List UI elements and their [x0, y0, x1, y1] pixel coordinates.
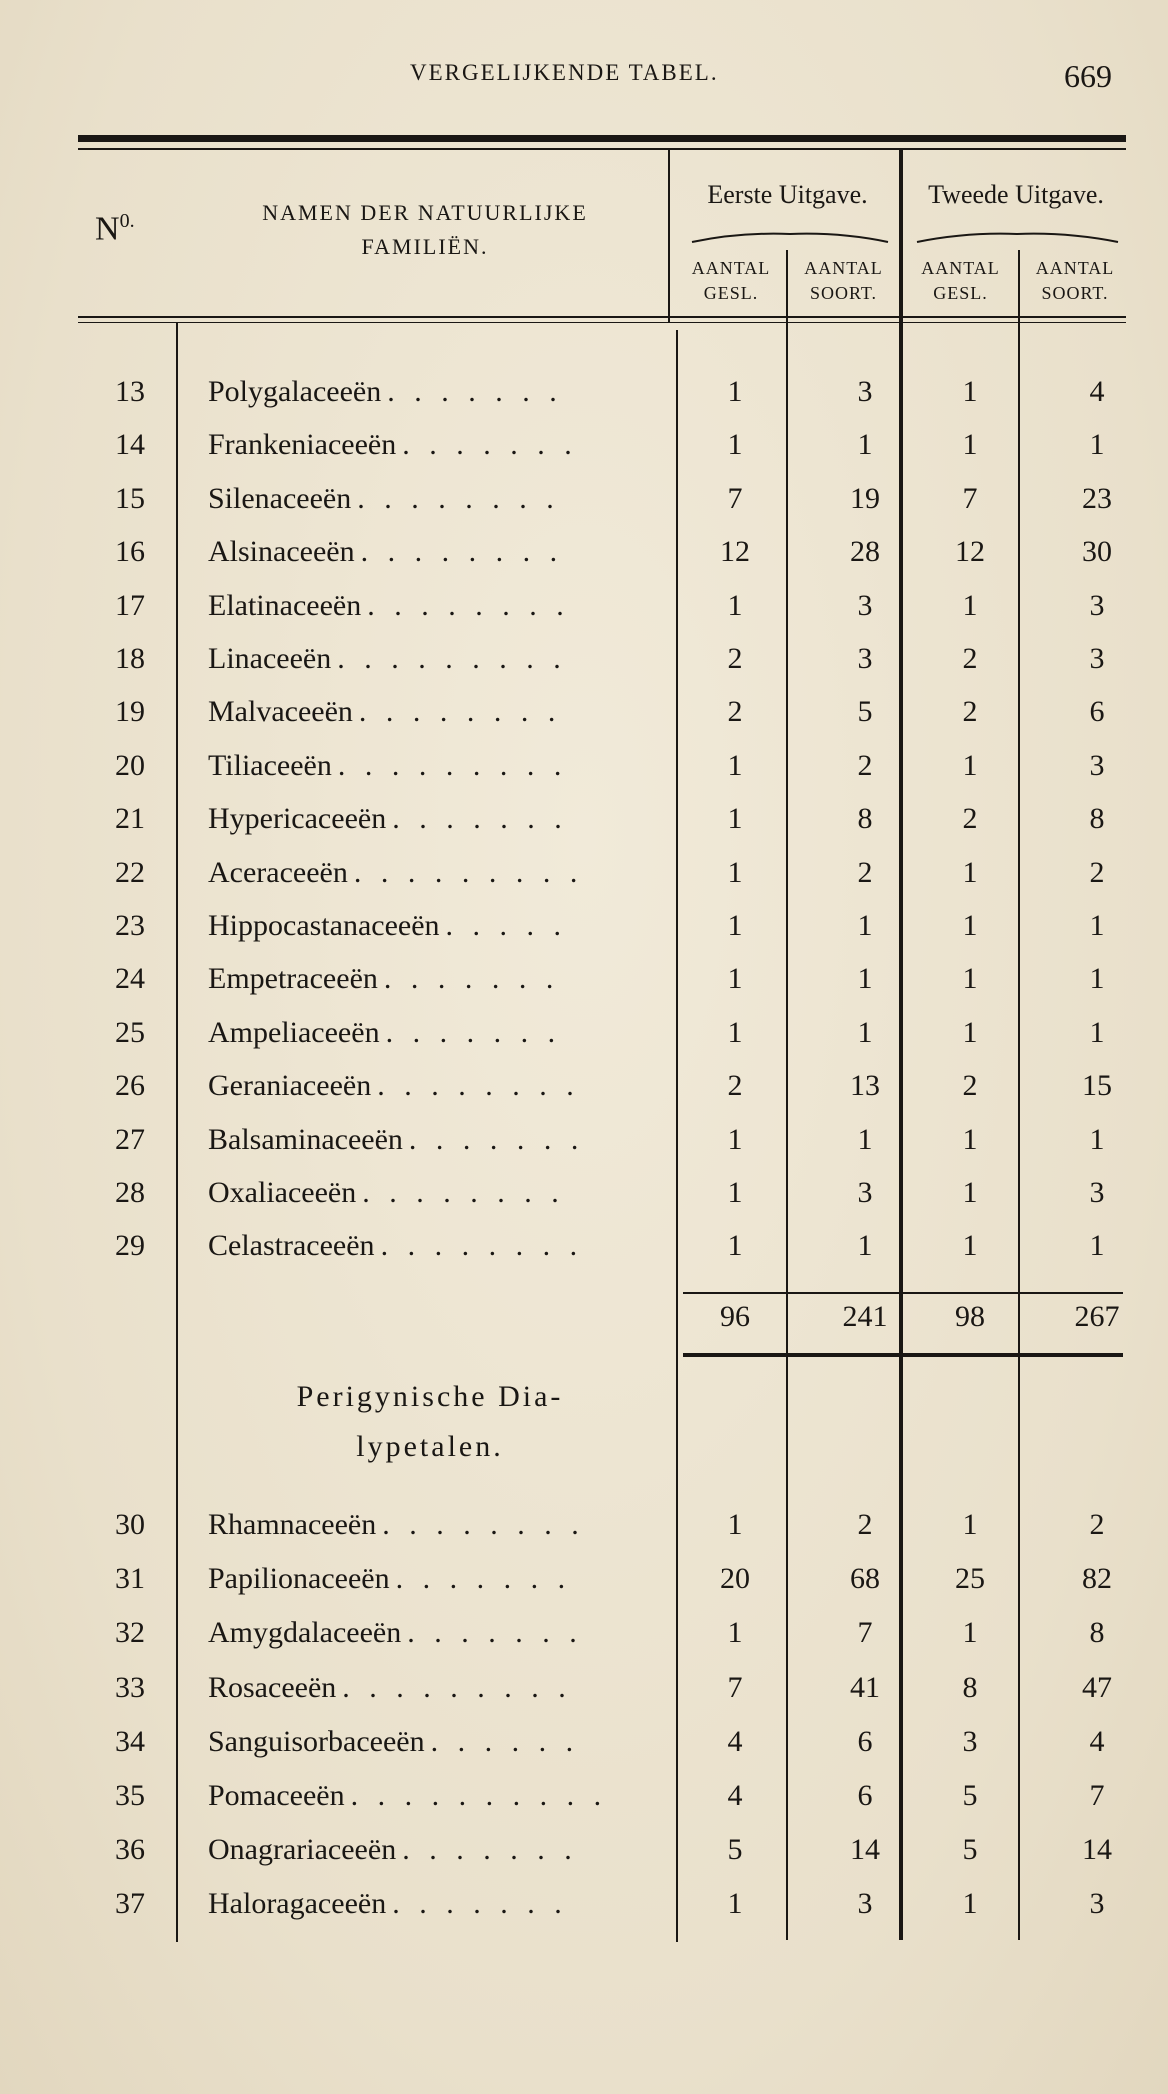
e1-soort: 41	[850, 1670, 880, 1704]
e1-soort: 1	[857, 1015, 873, 1049]
e2-gesl: 1	[962, 428, 978, 462]
row-number: 32	[115, 1616, 145, 1650]
e2-soort: 8	[1089, 802, 1105, 836]
family-name: Hypericaceeën	[208, 802, 387, 836]
family-name: Amygdalaceeën	[208, 1616, 402, 1650]
leader-dots: . . . . . . . .	[358, 695, 562, 729]
e2-gesl: 5	[962, 1779, 978, 1812]
leader-dots: . . . . . . . .	[362, 1176, 565, 1209]
family-name: Frankeniaceeën	[208, 428, 397, 462]
e1-gesl: 4	[727, 1724, 743, 1758]
e1-gesl: 20	[720, 1562, 750, 1596]
e2-soort: 7	[1089, 1779, 1105, 1812]
e1-soort: 1	[857, 1122, 873, 1156]
family-name: Rhamnaceeën	[208, 1508, 377, 1541]
e2-gesl: 25	[955, 1562, 985, 1596]
leader-dots: . . . . . . .	[387, 375, 563, 408]
e2-gesl: 8	[962, 1670, 978, 1704]
e1-gesl: 5	[727, 1833, 743, 1867]
table-row	[0, 1176, 1168, 1228]
total-e2-gesl: 98	[955, 1300, 985, 1333]
e1-soort: 2	[857, 855, 873, 889]
leader-dots: . . . . . . .	[407, 1616, 583, 1650]
row-number: 37	[115, 1887, 145, 1921]
e2-soort: 4	[1089, 1724, 1105, 1758]
row-number: 20	[115, 748, 145, 782]
e1-soort: 6	[857, 1724, 873, 1758]
e2-gesl: 2	[962, 642, 978, 675]
table-row	[0, 695, 1168, 747]
e1-gesl: 2	[727, 1069, 743, 1103]
table-top-rule	[78, 135, 1126, 142]
header-family-names: NAMEN DER NATUURLIJKE FAMILIËN.	[262, 200, 588, 259]
row-number: 18	[115, 642, 145, 675]
e2-soort: 3	[1089, 1176, 1105, 1209]
table-row	[0, 749, 1168, 801]
e2-soort: 2	[1089, 855, 1105, 889]
e1-soort: 3	[857, 642, 873, 675]
e2-gesl: 1	[962, 1508, 978, 1541]
leader-dots: . . . . . . . .	[380, 1229, 584, 1263]
e2-gesl: 5	[962, 1833, 978, 1867]
family-name: Aceraceeën	[208, 855, 348, 889]
table-row	[0, 909, 1168, 961]
e2-soort: 82	[1082, 1562, 1112, 1596]
table-row	[0, 1779, 1168, 1831]
table-row	[0, 962, 1168, 1014]
e1-gesl: 1	[727, 855, 743, 889]
table-row	[0, 1123, 1168, 1175]
family-name: Celastraceeën	[208, 1229, 375, 1263]
e2-soort: 3	[1089, 1887, 1105, 1921]
leader-dots: . . . . . . . . .	[337, 642, 567, 675]
e2-soort: 6	[1089, 695, 1105, 729]
family-name: Alsinaceeën	[208, 535, 355, 569]
e1-soort: 2	[857, 1508, 873, 1541]
leader-dots: . . . . . .	[430, 1724, 580, 1758]
e1-gesl: 12	[720, 535, 750, 569]
row-number: 16	[115, 535, 145, 569]
family-name: Sanguisorbaceeën	[208, 1724, 425, 1758]
e1-gesl: 1	[727, 1616, 743, 1650]
e2-soort: 1	[1089, 428, 1105, 462]
row-number: 21	[115, 802, 145, 836]
total-e1-soort: 241	[842, 1300, 888, 1333]
brace-first-edition	[690, 230, 890, 244]
family-name: Empetraceeën	[208, 962, 378, 996]
leader-dots: . . . . . . . . .	[342, 1670, 572, 1704]
e2-gesl: 2	[962, 695, 978, 729]
table-row	[0, 1508, 1168, 1560]
row-number: 19	[115, 695, 145, 729]
row-number: 22	[115, 855, 145, 889]
e1-soort: 6	[857, 1779, 873, 1812]
e2-gesl: 1	[962, 1616, 978, 1650]
table-row	[0, 1671, 1168, 1723]
e2-gesl: 1	[962, 1176, 978, 1209]
e1-soort: 3	[857, 375, 873, 408]
table-row	[0, 589, 1168, 641]
e1-soort: 1	[857, 909, 873, 942]
row-number: 34	[115, 1724, 145, 1758]
e2-gesl: 1	[962, 909, 978, 942]
e1-soort: 1	[857, 962, 873, 996]
brace-second-edition	[915, 230, 1120, 244]
family-name: Linaceeën	[208, 642, 332, 675]
e2-gesl: 3	[962, 1724, 978, 1758]
e1-gesl: 1	[727, 1508, 743, 1541]
e2-soort: 4	[1089, 375, 1105, 408]
e1-soort: 1	[857, 1229, 873, 1263]
e1-soort: 7	[857, 1616, 873, 1650]
leader-dots: . . . . . . .	[385, 1015, 562, 1049]
family-name: Papilionaceeën	[208, 1562, 390, 1596]
e2-gesl: 1	[962, 375, 978, 408]
family-name: Ampeliaceeën	[208, 1015, 380, 1049]
e1-soort: 8	[857, 802, 873, 836]
e1-soort: 2	[857, 748, 873, 782]
family-name: Hippocastanaceeën	[208, 909, 440, 942]
leader-dots: . . . . . . .	[392, 802, 568, 836]
table-row	[0, 802, 1168, 854]
table-top-rule-thin	[78, 148, 1126, 150]
page-number: 669	[1064, 58, 1112, 94]
leader-dots: . . . . . . . .	[360, 535, 564, 569]
e1-soort: 3	[857, 1176, 873, 1209]
table-row	[0, 1562, 1168, 1614]
table-row	[0, 1725, 1168, 1777]
leader-dots: . . . . . . .	[392, 1887, 568, 1921]
section-heading: Perigynische Dia- lypetalen.	[296, 1380, 564, 1463]
header-first-edition: Eerste Uitgave.	[707, 180, 868, 209]
header-bottom-rule	[78, 316, 1126, 318]
family-name: Onagrariaceeën	[208, 1833, 397, 1867]
total-e2-soort: 267	[1074, 1300, 1120, 1333]
leader-dots: . . . . . . . .	[382, 1508, 585, 1541]
e2-soort: 30	[1082, 535, 1112, 569]
header-e2-gesl: AANTAL GESL.	[921, 258, 1000, 303]
family-name: Oxaliaceeën	[208, 1176, 357, 1209]
totals-double-rule	[683, 1353, 1123, 1357]
family-name: Pomaceeën	[208, 1779, 345, 1812]
header-e1-gesl: AANTAL GESL.	[691, 258, 771, 303]
table-row	[0, 1887, 1168, 1939]
family-name: Polygalaceeën	[208, 375, 382, 408]
e2-gesl: 12	[955, 535, 985, 569]
e1-soort: 19	[850, 481, 880, 515]
e1-soort: 3	[857, 588, 873, 622]
header-e1-soort: AANTAL SOORT.	[804, 258, 883, 303]
family-name: Silenaceeën	[208, 481, 352, 515]
e2-soort: 2	[1089, 1508, 1105, 1541]
row-number: 33	[115, 1670, 145, 1704]
e1-gesl: 1	[727, 1176, 743, 1209]
row-number: 14	[115, 428, 145, 462]
table-row	[0, 1833, 1168, 1885]
table-row	[0, 482, 1168, 534]
e1-soort: 68	[850, 1562, 880, 1596]
leader-dots: . . . . . . . .	[377, 1069, 580, 1103]
e2-soort: 1	[1089, 1122, 1105, 1156]
e1-gesl: 1	[727, 962, 743, 996]
e2-soort: 3	[1089, 588, 1105, 622]
e2-gesl: 2	[962, 1069, 978, 1103]
e1-soort: 1	[857, 428, 873, 462]
family-name: Balsaminaceeën	[208, 1122, 403, 1156]
total-e1-gesl: 96	[720, 1300, 750, 1333]
family-name: Haloragaceeën	[208, 1887, 387, 1921]
e1-gesl: 2	[727, 642, 743, 675]
e1-gesl: 1	[727, 909, 743, 942]
e1-soort: 3	[857, 1887, 873, 1921]
leader-dots: . . . . . . . .	[367, 588, 570, 622]
e1-soort: 28	[850, 535, 880, 569]
e2-gesl: 1	[962, 962, 978, 996]
e1-gesl: 1	[727, 375, 743, 408]
column-divider-names-header	[668, 150, 670, 322]
e1-soort: 14	[850, 1833, 880, 1867]
row-number: 31	[115, 1562, 145, 1596]
leader-dots: . . . . . . . . .	[353, 855, 584, 889]
leader-dots: . . . . . . .	[383, 962, 560, 996]
e1-soort: 5	[857, 695, 873, 729]
e2-soort: 1	[1089, 909, 1105, 942]
leader-dots: . . . . . . .	[408, 1122, 585, 1156]
e2-soort: 47	[1082, 1670, 1112, 1704]
header-e2-soort: AANTAL SOORT.	[1035, 258, 1115, 303]
family-name: Elatinaceeën	[208, 588, 362, 622]
e1-soort: 13	[850, 1069, 880, 1103]
row-number: 27	[115, 1122, 145, 1156]
table-row	[0, 1229, 1168, 1281]
row-number: 25	[115, 1015, 145, 1049]
e1-gesl: 1	[727, 588, 743, 622]
leader-dots: . . . . . . . .	[357, 481, 560, 515]
e2-soort: 1	[1089, 1229, 1105, 1263]
e2-gesl: 1	[962, 1887, 978, 1921]
row-number: 15	[115, 481, 145, 515]
e2-soort: 23	[1082, 481, 1112, 515]
table-row	[0, 535, 1168, 587]
e2-soort: 8	[1089, 1616, 1105, 1650]
e1-gesl: 7	[727, 1670, 743, 1704]
table-row	[0, 1016, 1168, 1068]
header-second-edition: Tweede Uitgave.	[928, 180, 1104, 209]
family-name: Geraniaceeën	[208, 1069, 372, 1103]
table-row	[0, 1069, 1168, 1121]
e2-gesl: 1	[962, 748, 978, 782]
table-row	[0, 642, 1168, 694]
row-number: 35	[115, 1779, 145, 1812]
e2-gesl: 2	[962, 802, 978, 836]
e1-gesl: 1	[727, 1015, 743, 1049]
e2-soort: 15	[1082, 1069, 1112, 1103]
e2-soort: 3	[1089, 642, 1105, 675]
family-name: Rosaceeën	[208, 1670, 337, 1704]
e2-gesl: 1	[962, 855, 978, 889]
header-bottom-rule-2	[78, 322, 1126, 323]
running-head: VERGELIJKENDE TABEL.	[410, 60, 719, 85]
e2-gesl: 1	[962, 588, 978, 622]
family-name: Malvaceeën	[208, 695, 353, 729]
e1-gesl: 1	[727, 748, 743, 782]
family-name: Tiliaceeën	[208, 748, 332, 782]
e2-gesl: 1	[962, 1015, 978, 1049]
e2-soort: 1	[1089, 1015, 1105, 1049]
row-number: 29	[115, 1229, 145, 1263]
leader-dots: . . . . . . . . .	[337, 748, 568, 782]
table-row	[0, 375, 1168, 427]
e1-gesl: 2	[727, 695, 743, 729]
sum-rule	[683, 1292, 1123, 1294]
leader-dots: . . . . . . . . . .	[350, 1779, 608, 1812]
row-number: 36	[115, 1833, 145, 1867]
table-row	[0, 428, 1168, 480]
e1-gesl: 1	[727, 428, 743, 462]
e1-gesl: 1	[727, 1887, 743, 1921]
e1-gesl: 1	[727, 1229, 743, 1263]
header-number: $N^{0.}$	[95, 210, 135, 248]
e2-gesl: 7	[962, 481, 978, 515]
row-number: 13	[115, 375, 145, 408]
table-row	[0, 856, 1168, 908]
e2-soort: 3	[1089, 748, 1105, 782]
leader-dots: . . . . . . .	[402, 428, 578, 462]
e2-gesl: 1	[962, 1229, 978, 1263]
row-number: 26	[115, 1069, 145, 1103]
row-number: 28	[115, 1176, 145, 1209]
e2-gesl: 1	[962, 1122, 978, 1156]
e1-gesl: 1	[727, 802, 743, 836]
leader-dots: . . . . . . .	[395, 1562, 572, 1596]
leader-dots: . . . . .	[445, 909, 568, 942]
row-number: 24	[115, 962, 145, 996]
e2-soort: 1	[1089, 962, 1105, 996]
e1-gesl: 7	[727, 481, 743, 515]
leader-dots: . . . . . . .	[402, 1833, 578, 1867]
e1-gesl: 1	[727, 1122, 743, 1156]
row-number: 30	[115, 1508, 145, 1541]
row-number: 17	[115, 588, 145, 622]
table-row	[0, 1616, 1168, 1668]
e2-soort: 14	[1082, 1833, 1112, 1867]
row-number: 23	[115, 909, 145, 942]
e1-gesl: 4	[727, 1779, 743, 1812]
